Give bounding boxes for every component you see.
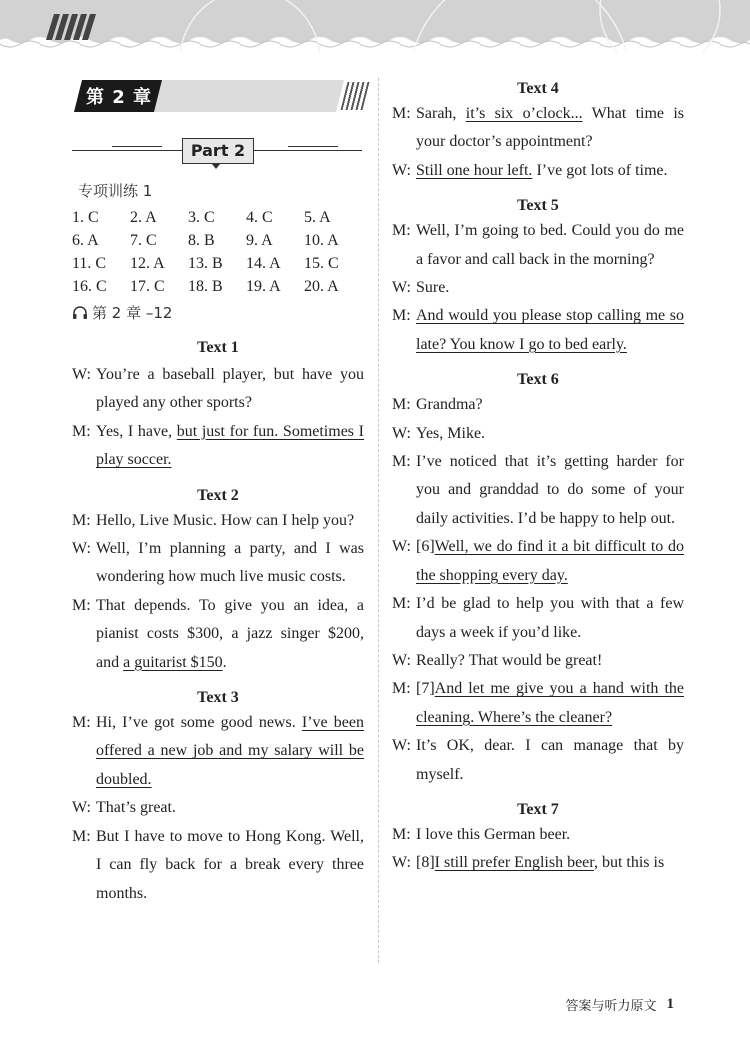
answer-item: 6. A	[72, 232, 99, 249]
answer-item: 12. A	[130, 255, 165, 272]
chapter-label: 第 2 章	[86, 87, 153, 108]
dialogue-line: W: It’s OK, dear. I can manage that by myself.	[392, 732, 684, 789]
answer-item: 19. A	[246, 278, 281, 295]
text-heading: Text 5	[517, 197, 559, 215]
dialogue-line: W: That’s great.	[72, 794, 364, 822]
dialogue-line: W: You’re a baseball player, but have you played any other sports?	[72, 361, 364, 418]
speaker: M:	[392, 825, 411, 843]
page-number: 1	[666, 996, 674, 1012]
dialogue-line: M: Hi, I’ve got some good news. I’ve been offered a new job and my salary will be doubled.	[72, 709, 364, 794]
underlined-answer: Well, we do find it a bit difficult to do the shopping every day.	[416, 538, 684, 584]
speaker: M:	[72, 422, 91, 440]
dialogue-line: W: Sure.	[392, 274, 684, 302]
page-footer	[565, 995, 674, 1014]
answer-item: 3. C	[188, 209, 215, 226]
text-heading: Text 6	[517, 371, 559, 389]
speaker: M:	[392, 307, 411, 325]
triangle-icon	[212, 164, 220, 169]
section-title: 专项训练 1	[78, 182, 153, 200]
dialogue-line: M: Well, I’m going to bed. Could you do me a favor and call back in the morning?	[392, 217, 684, 274]
speaker: W:	[392, 538, 411, 556]
chapter-header	[72, 80, 364, 112]
speaker: M:	[72, 596, 91, 614]
speaker: M:	[392, 105, 411, 122]
answer-item: 17. C	[130, 278, 165, 295]
dialogue-block	[72, 507, 364, 677]
text-heading: Text 3	[197, 689, 239, 707]
headphones-icon	[72, 305, 88, 321]
answer-item: 20. A	[304, 278, 339, 295]
underlined-answer: And let me give you a hand with the cleaning. Where’s the cleaner?	[416, 680, 684, 726]
dialogue-block	[392, 100, 684, 185]
speaker: W:	[72, 799, 91, 817]
answer-item: 10. A	[304, 232, 339, 249]
dialogue-line: M: Grandma?	[392, 391, 684, 419]
answer-item: 9. A	[246, 232, 273, 249]
underlined-answer: but just for fun. Sometimes I play soccer.	[96, 422, 365, 469]
speaker: W:	[72, 366, 91, 383]
dialogue-block	[72, 709, 364, 908]
dialogue-block	[392, 391, 684, 789]
part-heading	[72, 136, 364, 166]
underlined-answer: And would you please stop calling me so late? You know I go to bed early.	[416, 307, 684, 353]
dialogue-line: W: Still one hour left. I’ve got lots of time.	[392, 157, 684, 185]
dialogue-line: M: But I have to move to Hong Kong. Well, I can fly back for a break every three months.	[72, 823, 364, 908]
answer-item: 14. A	[246, 255, 281, 272]
speaker: M:	[392, 453, 411, 471]
text-heading: Text 7	[517, 800, 559, 818]
dialogue-line: W: [6]Well, we do find it a bit difficult to do the shopping every day.	[392, 533, 684, 590]
header-banner	[0, 0, 750, 52]
speaker: W:	[392, 854, 411, 872]
underlined-answer: a guitarist $150	[123, 653, 223, 671]
dialogue-block	[392, 217, 684, 359]
text-heading: Text 2	[197, 486, 239, 504]
speaker: W:	[392, 737, 411, 755]
speaker: W:	[72, 540, 91, 558]
underlined-answer: I’ve been offered a new job and my salary will be doubled.	[96, 714, 365, 788]
underlined-answer: Still one hour left.	[416, 161, 533, 179]
answer-item: 4. C	[246, 209, 273, 226]
speaker: W:	[392, 279, 411, 297]
speaker: M:	[72, 511, 91, 529]
audio-track-label: 第 2 章 –12	[92, 304, 173, 322]
answer-item: 16. C	[72, 278, 107, 295]
audio-reference	[72, 302, 364, 323]
dialogue-line: M: Hello, Live Music. How can I help you?	[72, 507, 364, 535]
answer-item: 7. C	[130, 232, 157, 249]
dialogue-line: M: I’d be glad to help you with that a few days a week if you’d like.	[392, 590, 684, 647]
speaker: W:	[392, 161, 411, 179]
underlined-answer: I still prefer English beer	[434, 854, 594, 872]
answer-item: 15. C	[304, 255, 339, 272]
answer-item: 1. C	[72, 209, 99, 226]
speaker: M:	[392, 396, 411, 414]
speaker: M:	[392, 222, 411, 240]
speaker: M:	[392, 680, 411, 698]
column-divider	[378, 78, 379, 963]
speaker: M:	[392, 595, 411, 613]
answer-item: 13. B	[188, 255, 223, 272]
answer-item: 8. B	[188, 232, 215, 249]
dialogue-line: M: Yes, I have, but just for fun. Sometimes I play soccer.	[72, 418, 364, 475]
dialogue-block	[392, 821, 684, 878]
speaker: W:	[392, 651, 411, 669]
answer-item: 5. A	[304, 209, 331, 226]
speaker: M:	[72, 827, 91, 845]
dialogue-block	[72, 361, 364, 475]
dialogue-line: M: I’ve noticed that it’s getting harder for you and granddad to do some of your daily activities. I’d be happy to help out.	[392, 448, 684, 533]
dialogue-line	[392, 302, 684, 359]
dialogue-line: W: Yes, Mike.	[392, 420, 684, 448]
dialogue-line: M: Sarah, it’s six o’clock... What time is your doctor’s appointment?	[392, 100, 684, 157]
dialogue-line: W: Really? That would be great!	[392, 647, 684, 675]
speaker: W:	[392, 424, 411, 442]
answer-grid	[72, 209, 364, 296]
underlined-answer: it’s six o’clock...	[465, 105, 583, 122]
part-label: Part 2	[182, 138, 254, 164]
dialogue-line: M: I love this German beer.	[392, 821, 684, 849]
left-column	[72, 80, 364, 908]
answer-item: 2. A	[130, 209, 157, 226]
dialogue-line: M: [7]And let me give you a hand with the cleaning. Where’s the cleaner?	[392, 675, 684, 732]
dialogue-line: W: [8]I still prefer English beer, but this is	[392, 849, 684, 877]
answer-item: 11. C	[72, 255, 107, 272]
dialogue-line: M: That depends. To give you an idea, a pianist costs $300, a jazz singer $200, and a guitarist $150.	[72, 592, 364, 677]
speaker: M:	[72, 714, 91, 732]
answer-item: 18. B	[188, 278, 223, 295]
right-column	[392, 80, 684, 878]
text-heading: Text 4	[517, 80, 559, 97]
text-heading: Text 1	[197, 339, 239, 356]
footer-label: 答案与听力原文	[565, 999, 657, 1014]
dialogue-line: W: Well, I’m planning a party, and I was wondering how much live music costs.	[72, 535, 364, 592]
